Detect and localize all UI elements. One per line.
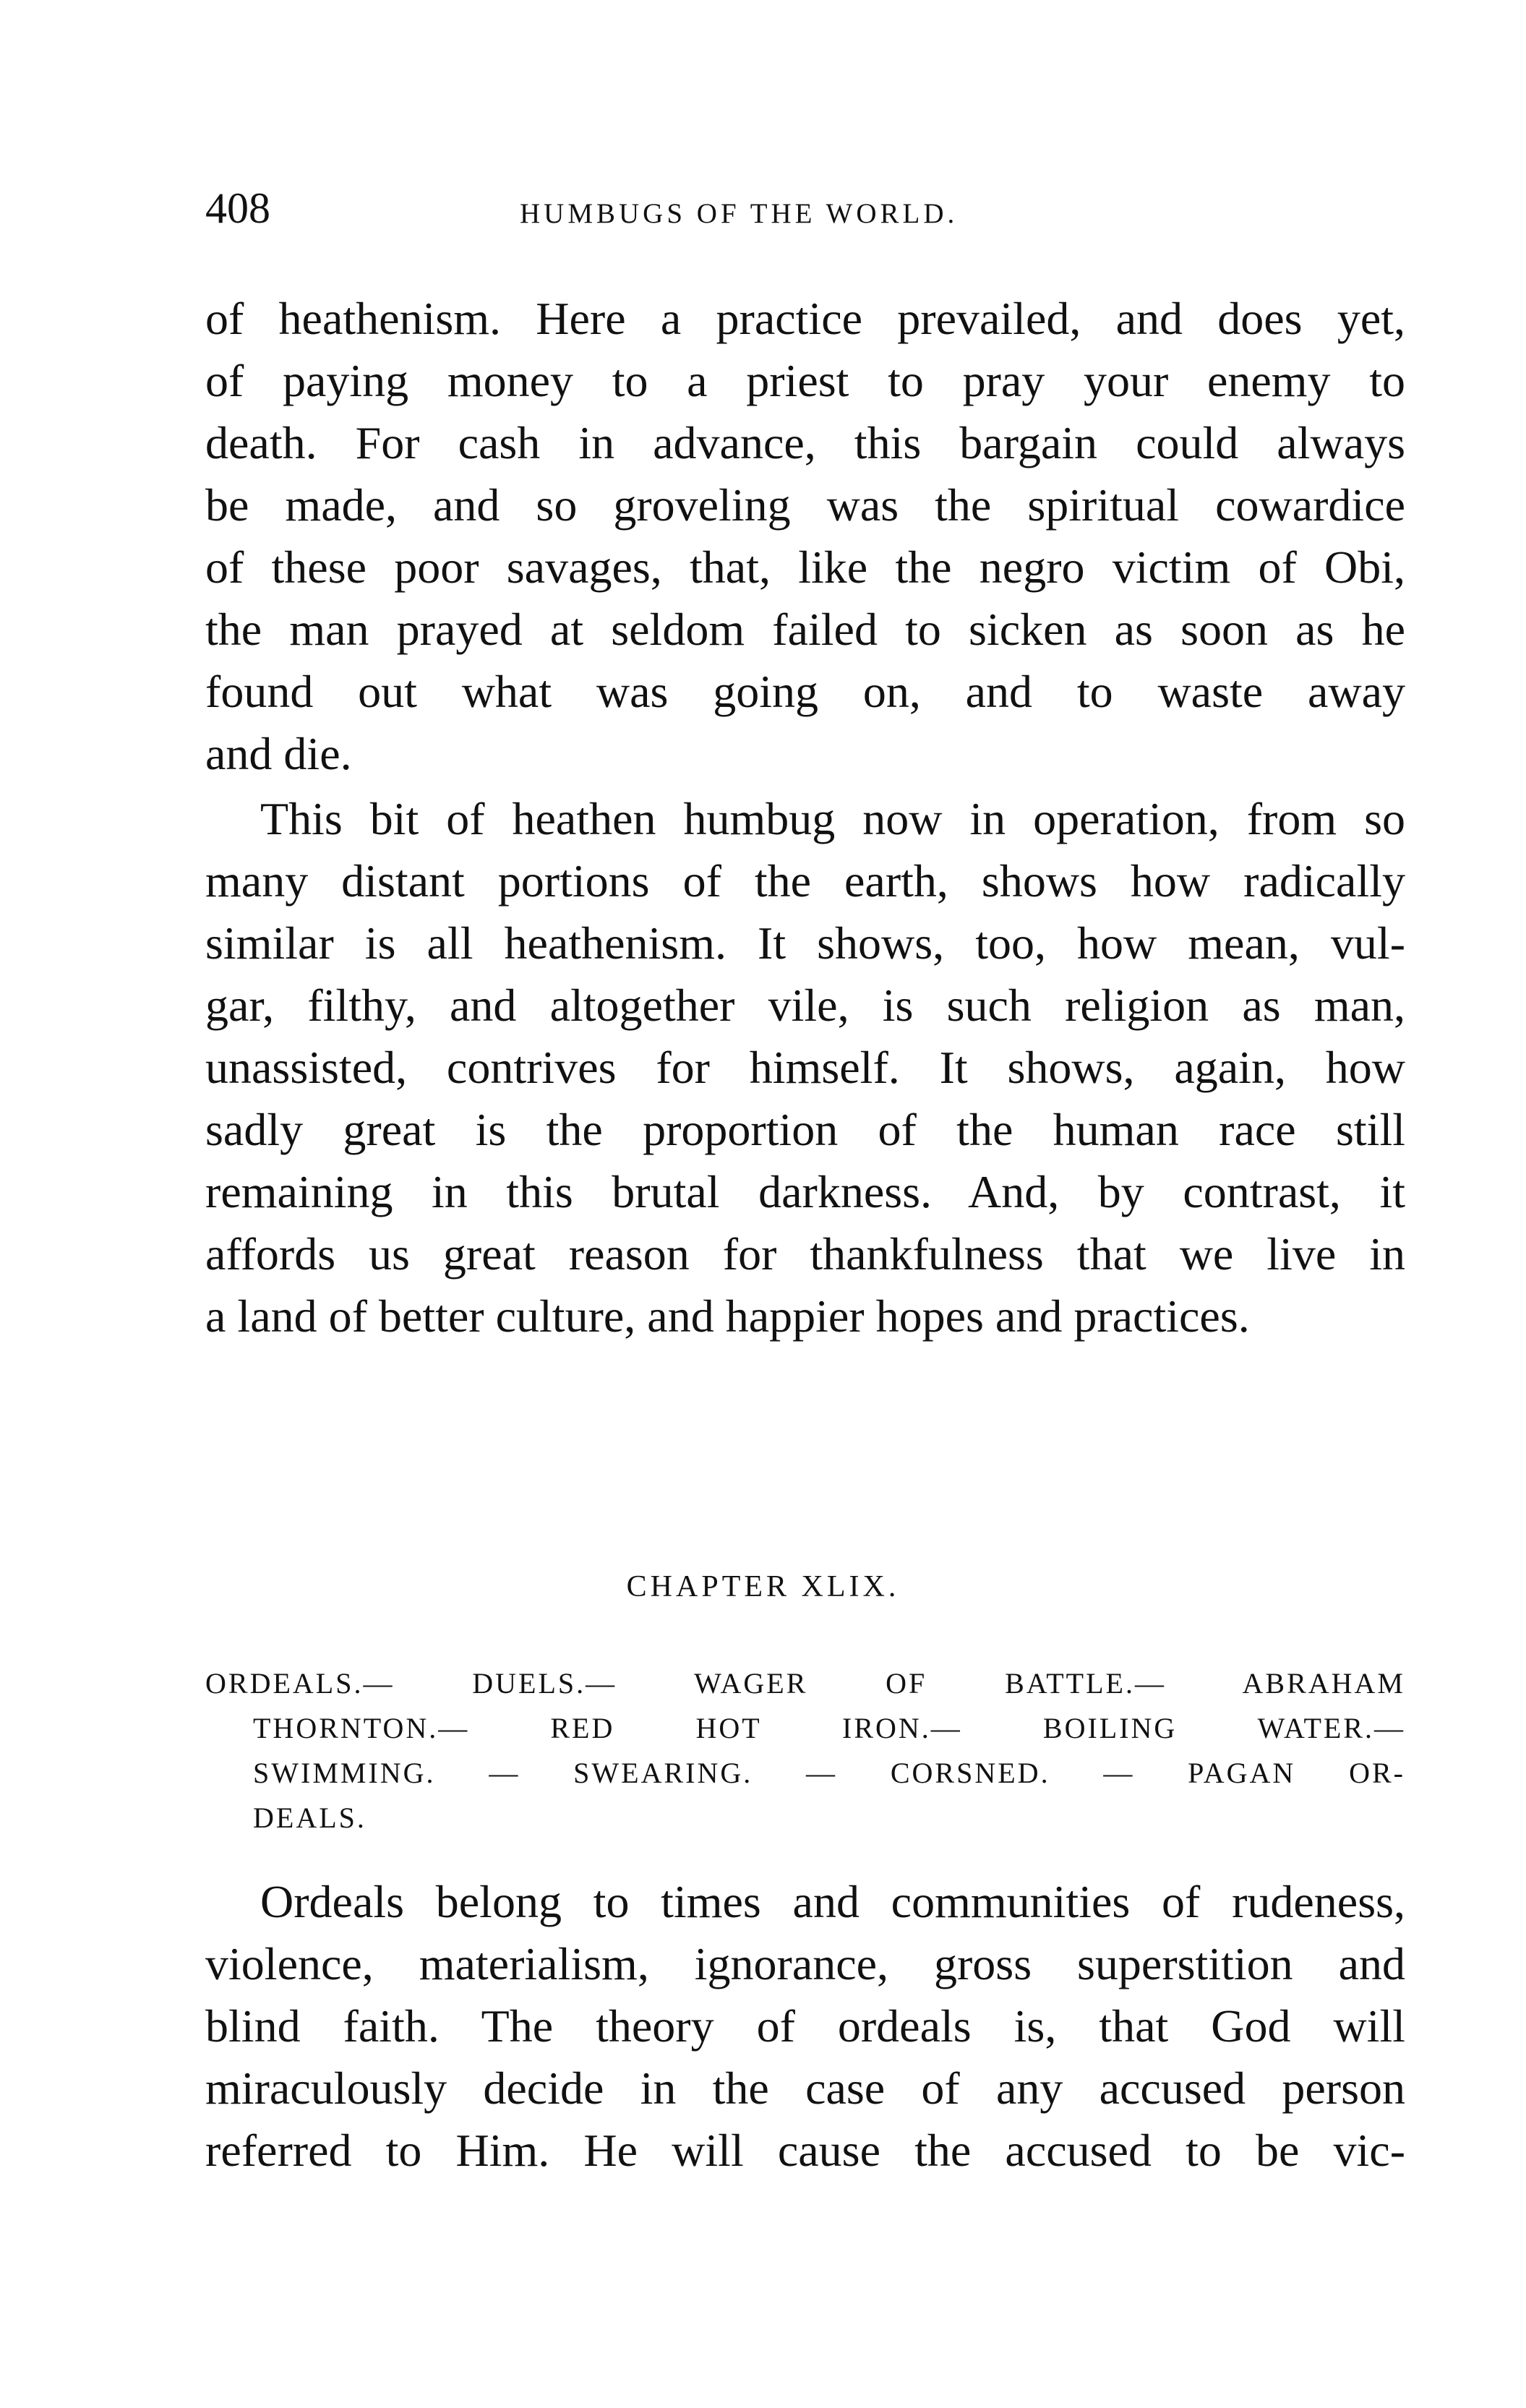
summary-line: DEALS.: [253, 1801, 367, 1834]
text-line: affords us great reason for thankfulness that we live in: [205, 1228, 1405, 1280]
text-line: a land of better culture, and happier hopes and practices.: [205, 1290, 1250, 1342]
summary-line: SWIMMING. — SWEARING. — CORSNED. — PAGAN OR-: [253, 1757, 1405, 1789]
page-header: [205, 179, 1405, 237]
text-line: death. For cash in advance, this bargain could always: [205, 417, 1405, 468]
page-number: 408: [205, 184, 270, 232]
chapter-title: CHAPTER XLIX.: [626, 1570, 900, 1603]
text-line: of paying money to a priest to pray your enemy to: [205, 355, 1405, 406]
text-line: found out what was going on, and to waste away: [205, 666, 1405, 717]
text-line: of heathenism. Here a practice prevailed, and does yet,: [205, 293, 1405, 344]
text-line: similar is all heathenism. It shows, too, how mean, vul-: [205, 917, 1405, 969]
summary-line: THORNTON.— RED HOT IRON.— BOILING WATER.—: [253, 1712, 1405, 1744]
summary-line: ORDEALS.— DUELS.— WAGER OF BATTLE.— ABRAHAM: [205, 1667, 1405, 1700]
running-title: HUMBUGS OF THE WORLD.: [520, 198, 959, 229]
text-line: remaining in this brutal darkness. And, by contrast, it: [205, 1166, 1405, 1217]
text-line: gar, filthy, and altogether vile, is such religion as man,: [205, 980, 1405, 1031]
text-line: sadly great is the proportion of the human race still: [205, 1104, 1405, 1155]
chapter-summary: [205, 1661, 1405, 1841]
text-line: of these poor savages, that, like the negro victim of Obi,: [205, 541, 1405, 593]
text-line: the man prayed at seldom failed to sicken as soon as he: [205, 604, 1405, 655]
paragraph-continued: [205, 288, 1405, 785]
text-line: This bit of heathen humbug now in operation, from so: [260, 793, 1405, 844]
text-line: Ordeals belong to times and communities of rudeness,: [260, 1876, 1405, 1927]
text-line: and die.: [205, 728, 352, 779]
text-line: blind faith. The theory of ordeals is, that God will: [205, 2000, 1405, 2052]
text-line: be made, and so groveling was the spiritual cowardice: [205, 479, 1405, 531]
text-line: unassisted, contrives for himself. It shows, again, how: [205, 1042, 1405, 1093]
paragraph-heathen-humbug: [205, 788, 1405, 1347]
text-line: violence, materialism, ignorance, gross superstition and: [205, 1938, 1405, 1989]
text-line: many distant portions of the earth, shows how radically: [205, 855, 1405, 907]
text-line: miraculously decide in the case of any accused person: [205, 2062, 1405, 2114]
text-line: referred to Him. He will cause the accused to be vic-: [205, 2125, 1405, 2176]
paragraph-ordeals: [205, 1871, 1405, 2182]
